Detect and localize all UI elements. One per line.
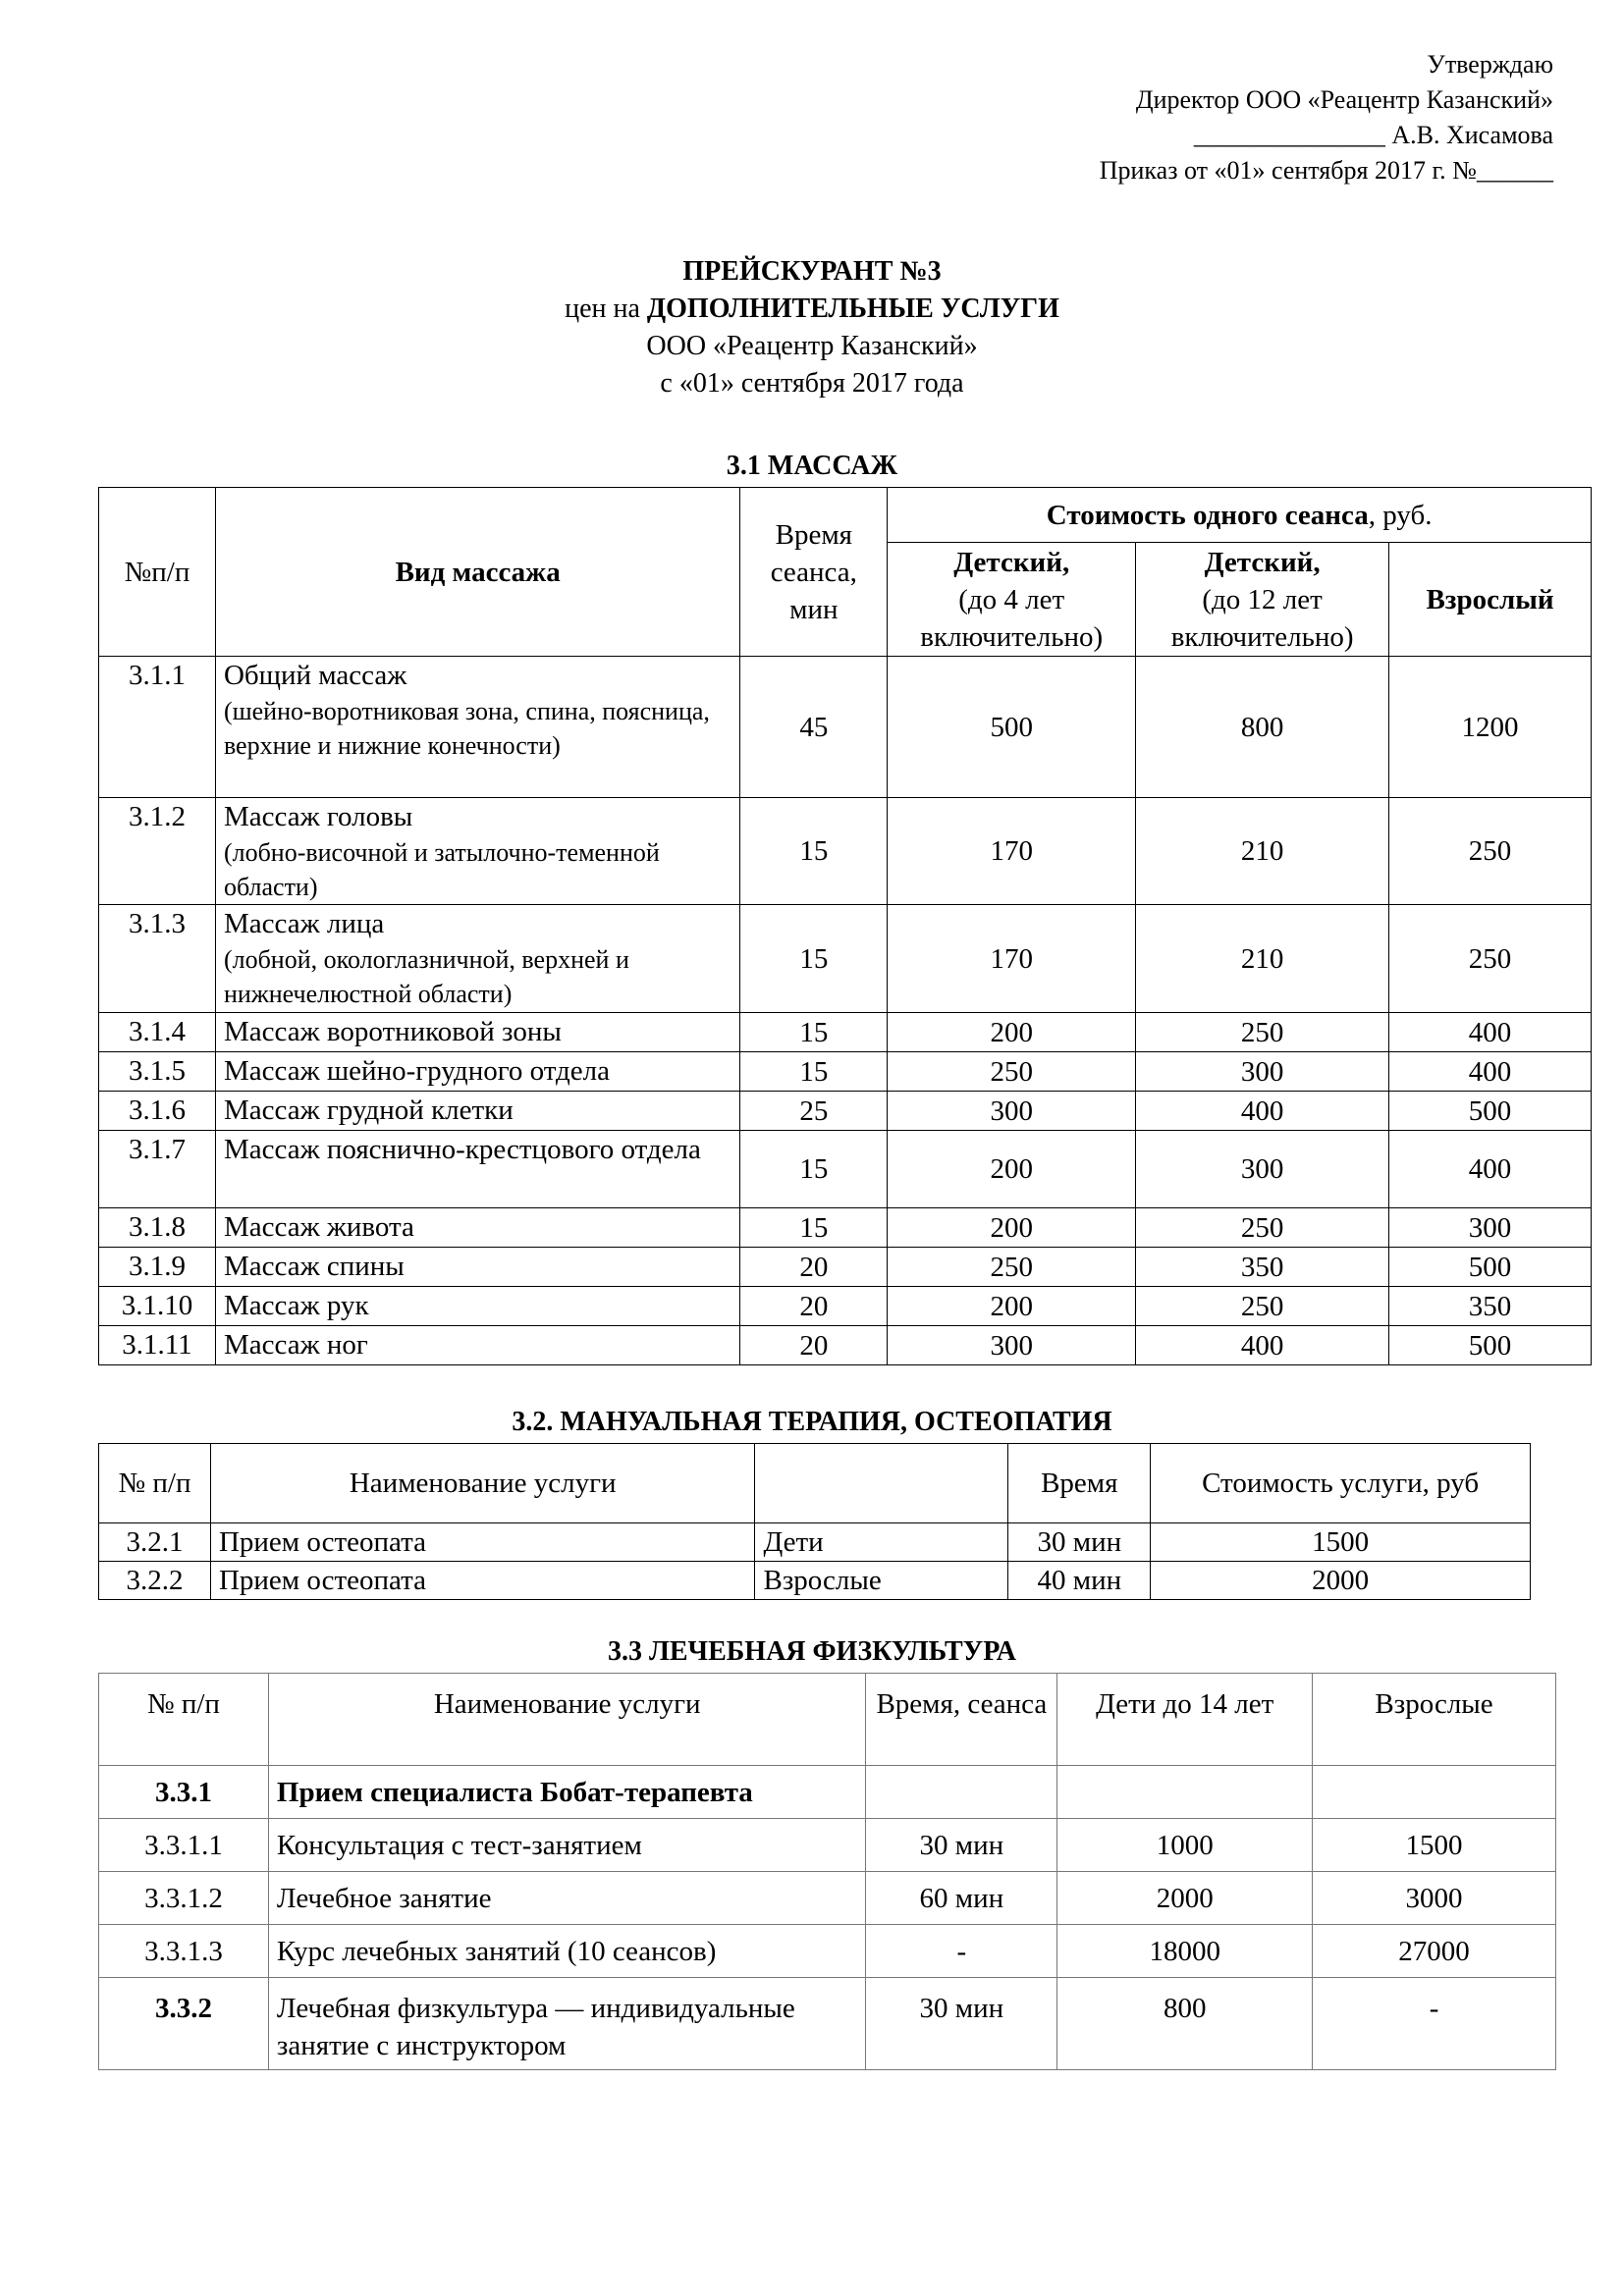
- row-cost: 1500: [1151, 1523, 1531, 1562]
- title-line-2: [0, 291, 1624, 328]
- row-num: 3.1.3: [99, 905, 216, 1013]
- table-row: [99, 1766, 1556, 1819]
- row-name: Массаж рук: [215, 1287, 739, 1326]
- row-child-12: 300: [1136, 1052, 1389, 1092]
- approval-line-signature: _______________ А.В. Хисамова: [1193, 121, 1553, 149]
- header-num: № п/п: [99, 1674, 269, 1766]
- row-name-cell: [215, 798, 739, 905]
- row-num: 3.2.1: [99, 1523, 211, 1562]
- row-adults: 3000: [1313, 1872, 1556, 1925]
- row-adult: 400: [1389, 1052, 1592, 1092]
- row-name: Массаж спины: [215, 1248, 739, 1287]
- table-row: [99, 1248, 1592, 1287]
- row-child-12: 400: [1136, 1092, 1389, 1131]
- row-time: 15: [740, 1013, 888, 1052]
- title-price-list: ПРЕЙСКУРАНТ №3: [682, 256, 942, 287]
- row-time: 30 мин: [866, 1819, 1057, 1872]
- row-child-12: 350: [1136, 1248, 1389, 1287]
- row-num: 3.2.2: [99, 1562, 211, 1600]
- row-name: Массаж грудной клетки: [215, 1092, 739, 1131]
- row-adult: 500: [1389, 1326, 1592, 1365]
- table-row: [99, 1052, 1592, 1092]
- row-name: Массаж лица: [223, 908, 385, 939]
- row-child-4: 300: [888, 1326, 1136, 1365]
- row-child-4: 250: [888, 1248, 1136, 1287]
- row-note: (лобной, окологлазничной, верхней и нижнечелюстной области): [223, 945, 629, 1008]
- header-cost-unit: , руб.: [1368, 499, 1433, 531]
- row-child-12: 300: [1136, 1131, 1389, 1208]
- header-num: № п/п: [99, 1444, 211, 1523]
- section-title-lfk: 3.3 ЛЕЧЕБНАЯ ФИЗКУЛЬТУРА: [608, 1636, 1016, 1667]
- approval-block: [1100, 47, 1553, 188]
- row-time: 20: [740, 1287, 888, 1326]
- row-child-12: 250: [1136, 1208, 1389, 1248]
- row-num: 3.3.1: [99, 1766, 269, 1819]
- row-name: Прием остеопата: [210, 1523, 755, 1562]
- table-row: [99, 1208, 1592, 1248]
- row-child-12: 210: [1136, 905, 1389, 1013]
- table-row: [99, 657, 1592, 798]
- row-adult: 400: [1389, 1013, 1592, 1052]
- row-name: Массаж воротниковой зоны: [215, 1013, 739, 1052]
- row-name: Лечебная физкультура — индивидуальные занятие с инструктором: [268, 1978, 866, 2070]
- row-time: [866, 1766, 1057, 1819]
- row-adults: 27000: [1313, 1925, 1556, 1978]
- approval-line-director: Директор ООО «Реацентр Казанский»: [1135, 85, 1553, 114]
- table-row: [99, 905, 1592, 1013]
- row-time: 40 мин: [1008, 1562, 1151, 1600]
- header-child-12: [1136, 543, 1389, 657]
- header-child-12-note: (до 12 лет включительно): [1170, 583, 1354, 653]
- row-child-4: 250: [888, 1052, 1136, 1092]
- table-row: [99, 1819, 1556, 1872]
- row-num: 3.1.8: [99, 1208, 216, 1248]
- row-child-4: 200: [888, 1013, 1136, 1052]
- row-num: 3.1.6: [99, 1092, 216, 1131]
- title-services: ДОПОЛНИТЕЛЬНЫЕ УСЛУГИ: [646, 294, 1059, 324]
- header-group: [755, 1444, 1008, 1523]
- row-time: 60 мин: [866, 1872, 1057, 1925]
- row-time: 30 мин: [866, 1978, 1057, 2070]
- row-children: 800: [1057, 1978, 1313, 2070]
- row-name: Массаж живота: [215, 1208, 739, 1248]
- row-adult: 250: [1389, 798, 1592, 905]
- row-child-4: 300: [888, 1092, 1136, 1131]
- section-title-manual-therapy: 3.2. МАНУАЛЬНАЯ ТЕРАПИЯ, ОСТЕОПАТИЯ: [512, 1407, 1112, 1437]
- row-adult: 500: [1389, 1092, 1592, 1131]
- lfk-table: [98, 1673, 1556, 2070]
- row-name: Прием остеопата: [210, 1562, 755, 1600]
- row-child-4: 200: [888, 1131, 1136, 1208]
- header-child-4: [888, 543, 1136, 657]
- row-time: 15: [740, 1052, 888, 1092]
- row-child-4: 200: [888, 1208, 1136, 1248]
- row-note: (шейно-воротниковая зона, спина, поясница, верхние и нижние конечности): [223, 697, 710, 760]
- row-time: 15: [740, 905, 888, 1013]
- header-service-name: Наименование услуги: [210, 1444, 755, 1523]
- title-prefix: цен на: [565, 294, 647, 324]
- header-adult: Взрослый: [1389, 543, 1592, 657]
- header-child-4-note: (до 4 лет включительно): [920, 583, 1104, 653]
- section-title-massage: 3.1 МАССАЖ: [726, 451, 898, 481]
- table-row: [99, 1013, 1592, 1052]
- row-time: 20: [740, 1326, 888, 1365]
- header-time: Время, сеанса: [866, 1674, 1057, 1766]
- header-adults: Взрослые: [1313, 1674, 1556, 1766]
- header-cost: Стоимость услуги, руб: [1151, 1444, 1531, 1523]
- title-company: ООО «Реацентр Казанский»: [646, 331, 978, 361]
- row-child-12: 400: [1136, 1326, 1389, 1365]
- row-name-cell: [215, 657, 739, 798]
- table-row: [99, 1287, 1592, 1326]
- row-child-12: 210: [1136, 798, 1389, 905]
- header-session-time: Время сеанса, мин: [740, 488, 888, 657]
- header-service-name: Наименование услуги: [268, 1674, 866, 1766]
- row-num: 3.1.11: [99, 1326, 216, 1365]
- row-name-cell: [215, 905, 739, 1013]
- row-name: Общий массаж: [223, 660, 407, 691]
- row-children: 2000: [1057, 1872, 1313, 1925]
- table-row: [99, 1326, 1592, 1365]
- row-adult: 400: [1389, 1131, 1592, 1208]
- table-row: [99, 1872, 1556, 1925]
- header-children: Дети до 14 лет: [1057, 1674, 1313, 1766]
- table-row: [99, 1562, 1531, 1600]
- row-name: Массаж головы: [223, 801, 413, 832]
- row-adults: [1313, 1766, 1556, 1819]
- row-name: Массаж пояснично-крестцового отдела: [215, 1131, 739, 1208]
- approval-line-approve: Утверждаю: [1427, 50, 1553, 79]
- row-num: 3.3.1.2: [99, 1872, 269, 1925]
- row-cost: 2000: [1151, 1562, 1531, 1600]
- row-time: 20: [740, 1248, 888, 1287]
- table-row: [99, 1131, 1592, 1208]
- approval-line-order: Приказ от «01» сентября 2017 г. №______: [1099, 156, 1553, 185]
- row-adult: 1200: [1389, 657, 1592, 798]
- row-time: -: [866, 1925, 1057, 1978]
- header-child-4-bold: Детский,: [953, 546, 1070, 578]
- row-adults: -: [1313, 1978, 1556, 2070]
- row-child-12: 800: [1136, 657, 1389, 798]
- manual-therapy-table: [98, 1443, 1531, 1600]
- row-children: 1000: [1057, 1819, 1313, 1872]
- row-num: 3.1.9: [99, 1248, 216, 1287]
- header-massage-type: Вид массажа: [215, 488, 739, 657]
- row-time: 25: [740, 1092, 888, 1131]
- row-child-4: 200: [888, 1287, 1136, 1326]
- row-name: Массаж шейно-грудного отдела: [215, 1052, 739, 1092]
- row-child-4: 500: [888, 657, 1136, 798]
- table-row: [99, 1092, 1592, 1131]
- row-child-4: 170: [888, 798, 1136, 905]
- header-num: №п/п: [99, 488, 216, 657]
- title-date: с «01» сентября 2017 года: [660, 368, 964, 399]
- document-title: [0, 253, 1624, 402]
- row-name: Массаж ног: [215, 1326, 739, 1365]
- row-num: 3.1.7: [99, 1131, 216, 1208]
- header-time: Время: [1008, 1444, 1151, 1523]
- header-cost: [888, 488, 1592, 543]
- row-name: Курс лечебных занятий (10 сеансов): [268, 1925, 866, 1978]
- table-row: [99, 1523, 1531, 1562]
- row-adults: 1500: [1313, 1819, 1556, 1872]
- row-name: Прием специалиста Бобат-терапевта: [268, 1766, 866, 1819]
- row-num: 3.1.2: [99, 798, 216, 905]
- row-adult: 350: [1389, 1287, 1592, 1326]
- row-name: Консультация с тест-занятием: [268, 1819, 866, 1872]
- row-num: 3.3.1.1: [99, 1819, 269, 1872]
- table-row: [99, 1925, 1556, 1978]
- massage-table: [98, 487, 1592, 1365]
- header-cost-bold: Стоимость одного сеанса: [1046, 499, 1369, 531]
- row-num: 3.1.10: [99, 1287, 216, 1326]
- row-time: 15: [740, 1208, 888, 1248]
- row-children: [1057, 1766, 1313, 1819]
- table-row: [99, 1978, 1556, 2070]
- row-adult: 500: [1389, 1248, 1592, 1287]
- row-child-12: 250: [1136, 1287, 1389, 1326]
- row-group: Взрослые: [755, 1562, 1008, 1600]
- row-time: 30 мин: [1008, 1523, 1151, 1562]
- row-num: 3.1.1: [99, 657, 216, 798]
- table-row: [99, 798, 1592, 905]
- row-num: 3.3.1.3: [99, 1925, 269, 1978]
- row-time: 15: [740, 1131, 888, 1208]
- row-time: 45: [740, 657, 888, 798]
- row-num: 3.1.4: [99, 1013, 216, 1052]
- row-child-12: 250: [1136, 1013, 1389, 1052]
- row-children: 18000: [1057, 1925, 1313, 1978]
- row-adult: 300: [1389, 1208, 1592, 1248]
- row-num: 3.1.5: [99, 1052, 216, 1092]
- row-adult: 250: [1389, 905, 1592, 1013]
- row-num: 3.3.2: [99, 1978, 269, 2070]
- header-child-12-bold: Детский,: [1204, 546, 1321, 578]
- row-group: Дети: [755, 1523, 1008, 1562]
- row-child-4: 170: [888, 905, 1136, 1013]
- row-time: 15: [740, 798, 888, 905]
- row-note: (лобно-височной и затылочно-теменной области): [223, 838, 660, 901]
- row-name: Лечебное занятие: [268, 1872, 866, 1925]
